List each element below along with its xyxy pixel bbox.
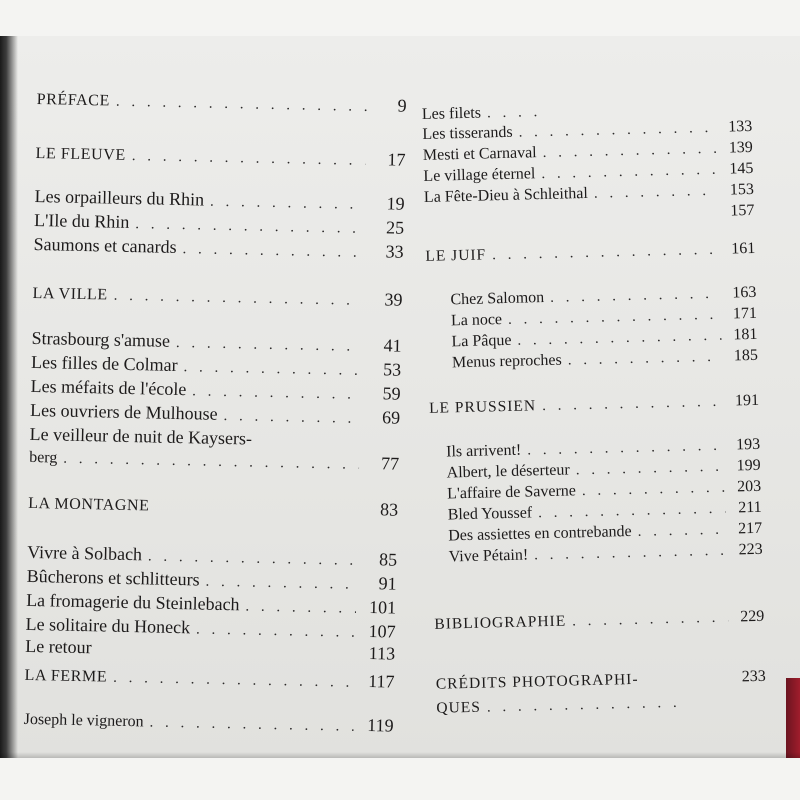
leader-dots — [183, 359, 361, 380]
toc-title: Des assiettes en contrebande — [448, 522, 632, 545]
toc-title: Le village éternel — [423, 165, 536, 185]
page-number: 163 — [732, 283, 757, 302]
toc-entry — [29, 446, 399, 475]
toc-heading: LA FERME — [24, 666, 108, 686]
page-number: 53 — [382, 359, 402, 380]
toc-left-column — [23, 36, 408, 736]
page-number: 233 — [741, 667, 766, 686]
toc-title: Strasbourg s'amuse — [31, 327, 171, 351]
leader-dots — [176, 335, 362, 356]
toc-heading: QUES — [436, 698, 482, 717]
toc-title: Saumons et canards — [33, 233, 177, 257]
toc-entry — [35, 142, 405, 171]
spine-shadow — [0, 36, 18, 758]
toc-title: Ils arrivent! — [445, 441, 522, 461]
page-number: 41 — [383, 335, 402, 356]
toc-title: Le retour — [25, 635, 92, 658]
toc-title: Le solitaire du Honeck — [25, 613, 191, 638]
leader-dots — [541, 162, 717, 183]
toc-entry — [436, 692, 766, 718]
leader-dots — [116, 94, 367, 116]
page-number: 223 — [738, 540, 763, 559]
leader-dots — [582, 480, 726, 500]
toc-entry — [33, 234, 403, 263]
leader-dots — [113, 670, 355, 692]
toc-title: Les méfaits de l'école — [30, 375, 187, 400]
page-number: 25 — [385, 217, 405, 238]
page-number: 69 — [381, 407, 401, 428]
page-number: 191 — [734, 391, 760, 410]
page-number: 139 — [728, 138, 754, 157]
page-number: 181 — [733, 325, 758, 344]
leader-dots — [538, 501, 726, 523]
leader-dots — [517, 328, 721, 350]
page-number: 229 — [740, 607, 765, 626]
page-number: 107 — [368, 621, 396, 642]
toc-title: La Pâque — [451, 331, 512, 351]
leader-dots — [508, 307, 721, 329]
leader-dots — [245, 598, 356, 617]
toc-entry — [23, 708, 393, 737]
toc-heading: LE FLEUVE — [35, 144, 126, 164]
page-number: 153 — [729, 180, 755, 199]
page-number: 113 — [368, 643, 396, 664]
page-number: 119 — [367, 715, 394, 736]
leader-dots — [568, 349, 723, 370]
toc-title-wrapped: Le veilleur de nuit de Kaysers- — [29, 423, 253, 449]
page-number: 161 — [731, 239, 756, 258]
toc-heading: LE JUIF — [425, 246, 487, 265]
toc-entry — [434, 608, 764, 634]
page-bottom-shadow — [0, 752, 800, 758]
toc-entry — [429, 392, 759, 418]
toc-entry — [449, 541, 763, 567]
toc-title: berg — [28, 448, 58, 467]
toc-heading: PRÉFACE — [36, 90, 111, 110]
page-number: 77 — [380, 453, 400, 474]
leader-dots — [205, 574, 356, 594]
page-number: 171 — [732, 304, 758, 323]
leader-dots — [148, 548, 357, 569]
toc-title: L'Ile du Rhin — [33, 209, 130, 232]
leader-dots — [518, 120, 716, 142]
leader-dots — [114, 288, 363, 310]
leader-dots — [572, 610, 729, 631]
toc-title: Les filles de Colmar — [30, 351, 178, 375]
toc-title: Chez Salomon — [450, 289, 545, 309]
toc-heading: LA VILLE — [32, 284, 108, 304]
page-number: 39 — [384, 289, 403, 310]
page-number: 117 — [368, 671, 395, 692]
leader-dots — [135, 216, 364, 238]
page-number: 101 — [368, 597, 397, 618]
leader-dots — [550, 286, 721, 307]
toc-heading: BIBLIOGRAPHIE — [434, 612, 567, 633]
toc-entry — [36, 88, 406, 117]
leader-dots — [534, 543, 727, 565]
toc-entry — [424, 202, 754, 228]
page-number: 193 — [735, 435, 761, 454]
toc-title: Mesti et Carnaval — [422, 144, 537, 164]
toc-entry — [32, 282, 402, 311]
page-number: 199 — [736, 456, 761, 475]
toc-title: Les tisserands — [422, 123, 513, 143]
toc-entry — [452, 347, 758, 372]
toc-entry — [24, 664, 394, 693]
toc-title: Les filets — [421, 104, 482, 123]
page-number: 19 — [386, 193, 405, 214]
toc-title: Bûcherons et schlitteurs — [26, 565, 200, 590]
book-page — [0, 36, 800, 758]
leader-dots — [576, 459, 725, 480]
page-number: 91 — [378, 573, 397, 594]
page-number: 211 — [738, 498, 762, 517]
toc-title: Les ouvriers de Mulhouse — [29, 399, 218, 424]
leader-dots — [492, 242, 720, 265]
toc-title: L'affaire de Saverne — [446, 482, 577, 503]
toc-title: Menus reproches — [451, 351, 562, 372]
leader-dots — [223, 408, 360, 428]
page-number: 83 — [379, 499, 399, 520]
leader-dots — [594, 183, 718, 203]
toc-title: Vivre à Solbach — [26, 541, 143, 565]
toc-entry — [28, 492, 398, 521]
page-number: 157 — [730, 201, 755, 220]
book-cover-edge — [786, 678, 800, 758]
toc-entry — [436, 668, 766, 694]
page-number: 145 — [729, 159, 754, 178]
page-number: 217 — [737, 519, 763, 538]
page-number: 185 — [733, 346, 759, 365]
leader-dots — [149, 714, 353, 735]
toc-title: La noce — [450, 311, 503, 330]
page-number: 33 — [385, 241, 404, 262]
page-number: 85 — [378, 549, 398, 570]
page-number: 203 — [736, 477, 762, 496]
toc-title: Albert, le déserteur — [446, 461, 570, 482]
leader-dots — [196, 621, 356, 641]
toc-entry — [425, 240, 755, 266]
toc-heading: CRÉDITS PHOTOGRAPHI- — [435, 670, 639, 693]
leader-dots — [527, 438, 724, 460]
page-number: 9 — [397, 95, 407, 116]
leader-dots — [487, 104, 537, 122]
toc-title: Bled Youssef — [447, 504, 533, 524]
leader-dots — [487, 695, 687, 717]
leader-dots — [192, 383, 361, 404]
toc-title: Joseph le vigneron — [23, 710, 144, 731]
toc-title: Les orpailleurs du Rhin — [34, 185, 205, 210]
toc-title: Vive Pétain! — [448, 546, 529, 566]
toc-title: La Fête-Dieu à Schleithal — [423, 184, 589, 206]
leader-dots — [63, 451, 359, 474]
leader-dots — [182, 241, 363, 262]
leader-dots — [542, 394, 723, 415]
toc-heading: LE PRUSSIEN — [428, 397, 537, 417]
leader-dots — [542, 141, 717, 162]
page-number: 59 — [382, 383, 401, 404]
page-number: 133 — [728, 117, 753, 136]
leader-dots — [132, 148, 366, 170]
leader-dots — [210, 194, 365, 214]
toc-title: La fromagerie du Steinlebach — [25, 589, 240, 615]
leader-dots — [637, 522, 726, 541]
toc-heading: LA MONTAGNE — [28, 494, 150, 515]
page-number: 17 — [387, 149, 406, 170]
